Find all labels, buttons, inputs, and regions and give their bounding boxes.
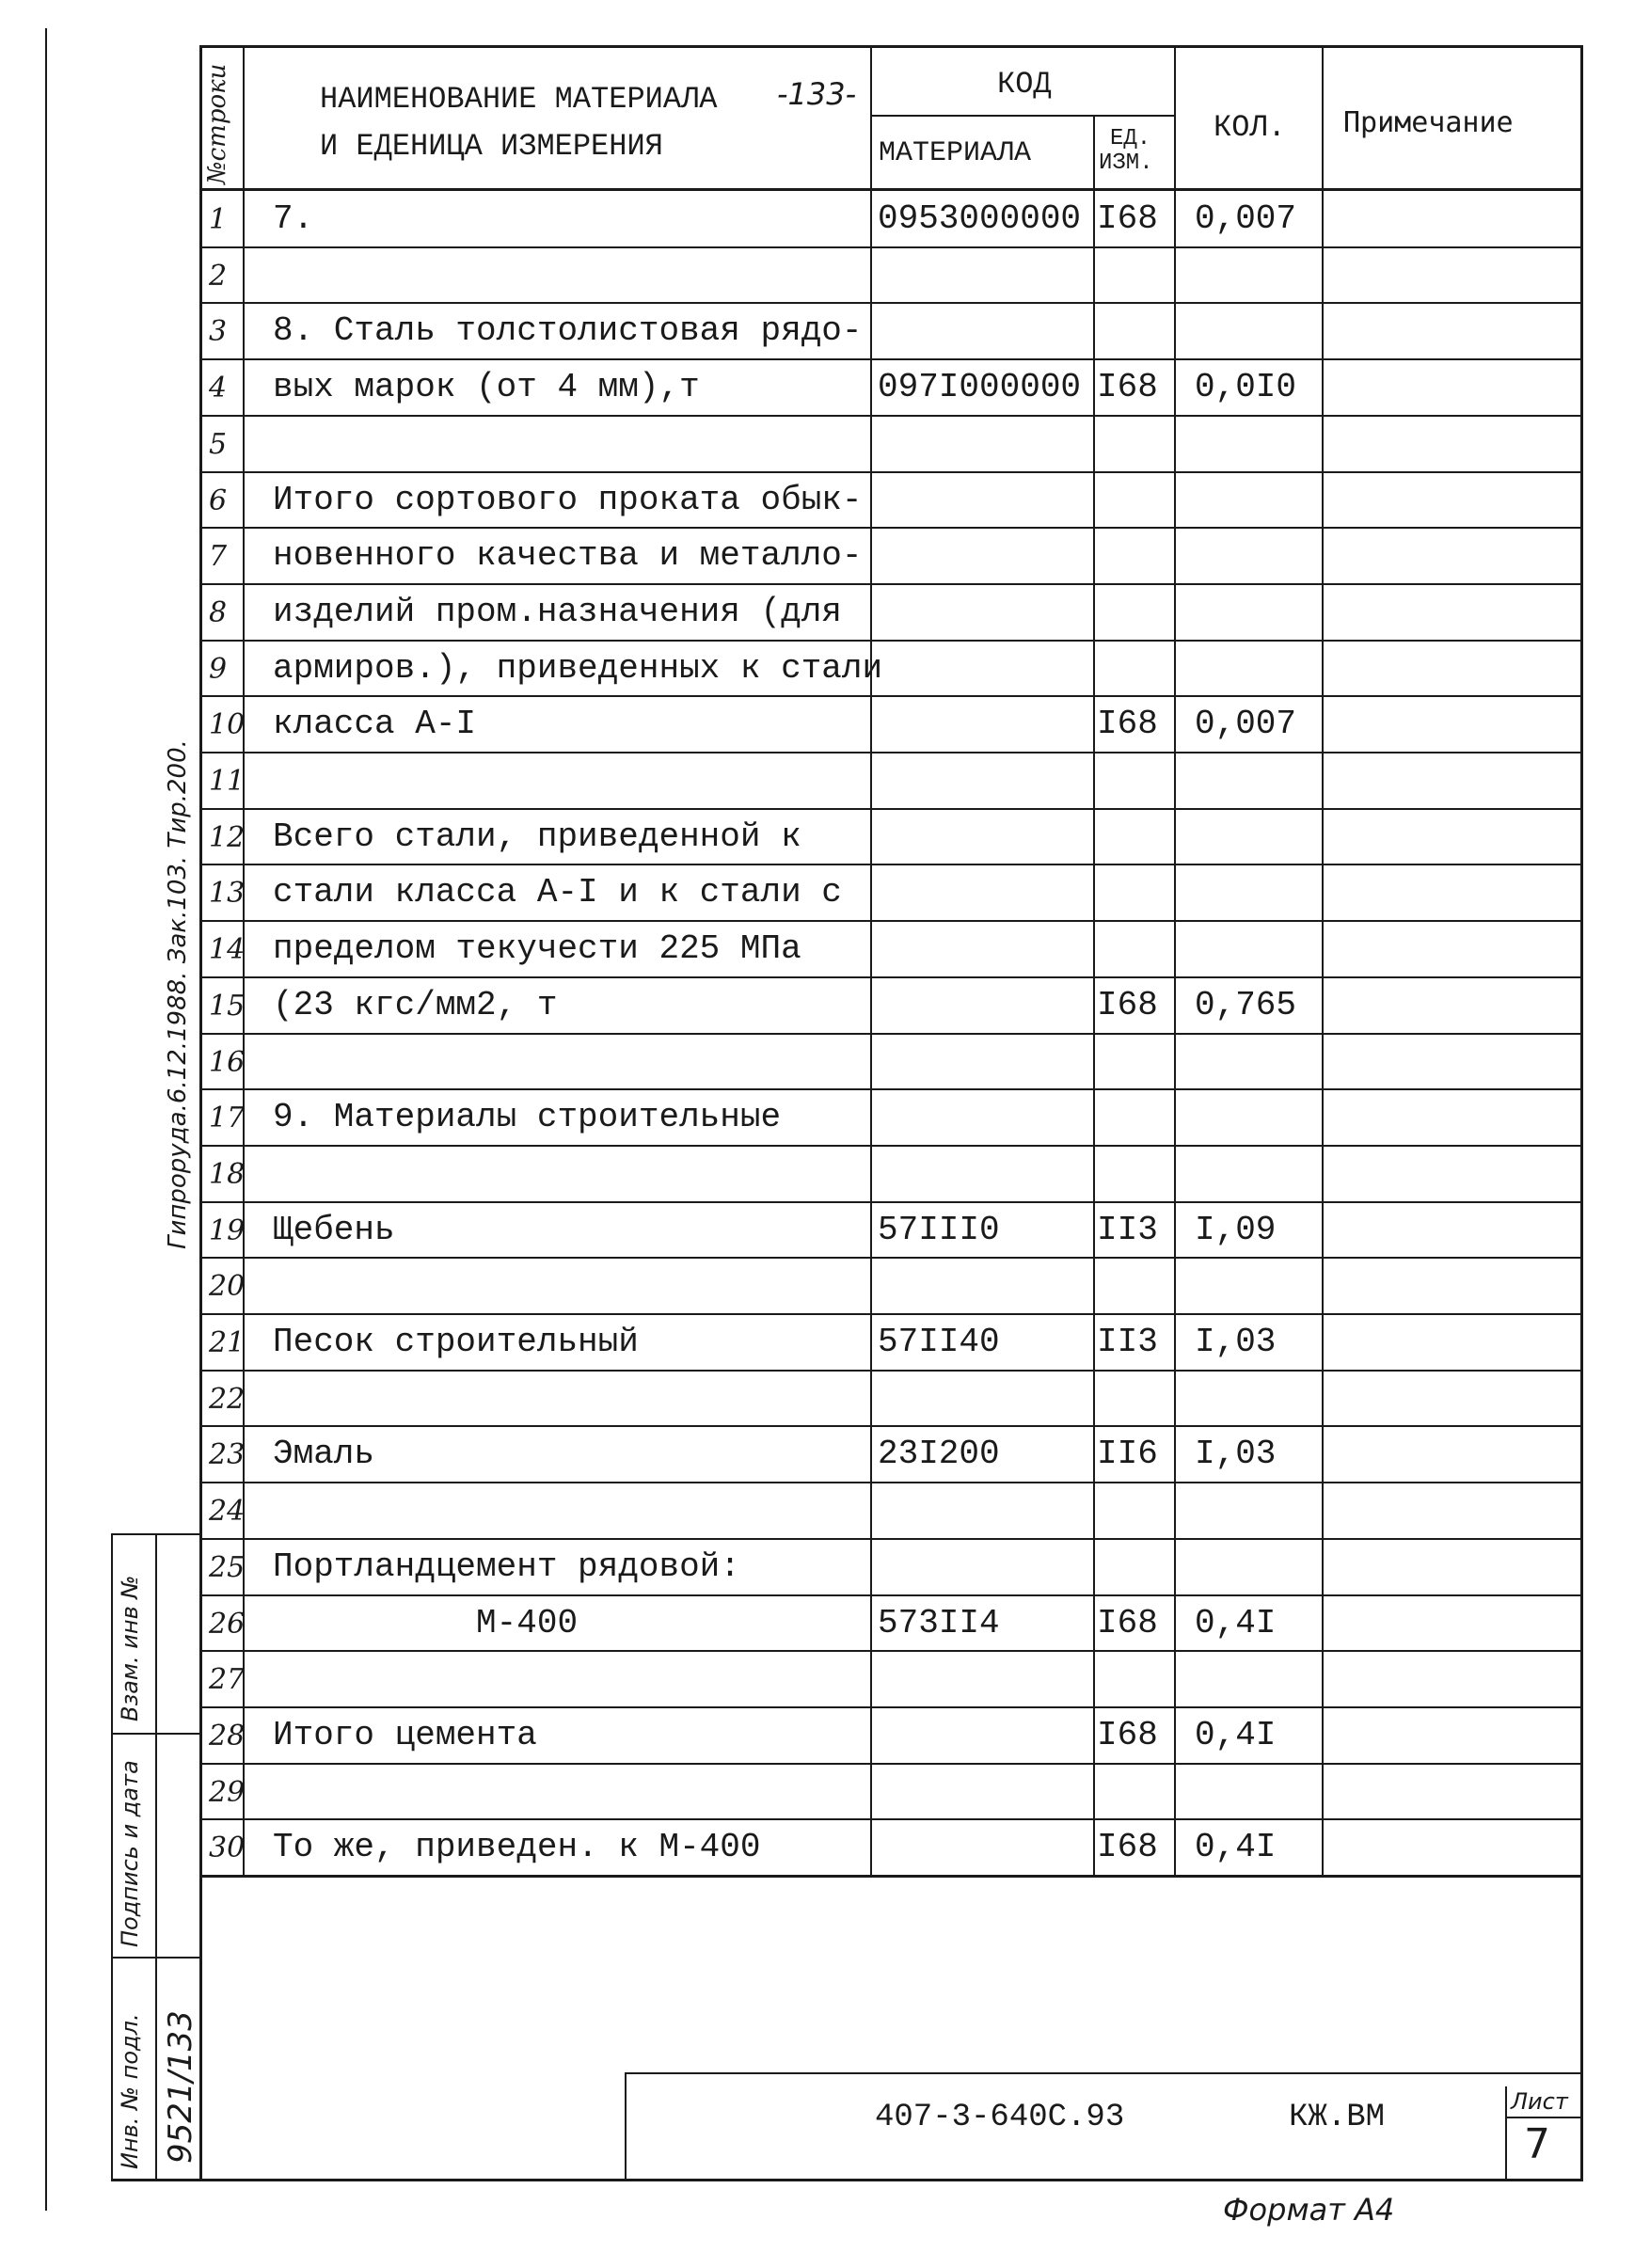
row-qty: 0,4I (1195, 1715, 1277, 1754)
row-number: 17 (209, 1102, 246, 1135)
row-number: 12 (209, 820, 246, 854)
header-unit-label-1: ЕД. (1110, 126, 1151, 151)
row-name: Всего стали, приведенной к (273, 817, 801, 856)
row-qty: 0,007 (1195, 705, 1297, 744)
sheet-number: 7 (1524, 2120, 1550, 2168)
header-note-label: Примечание (1343, 106, 1514, 139)
sign-date-label: Подпись и дата (117, 1760, 143, 1947)
row-name: М-400 (273, 1603, 579, 1642)
row-number: 22 (209, 1382, 246, 1416)
row-unit: I68 (1097, 1828, 1158, 1867)
frame-bottom (111, 2179, 1583, 2181)
row-name: класса А-I (273, 705, 477, 744)
table-row (0, 247, 1650, 304)
table-row (0, 359, 1650, 416)
table-row (0, 1651, 1650, 1707)
side-stamp: Гипроруда.6.12.1988. Зак.103. Тир.200. (164, 739, 192, 1249)
row-number: 4 (209, 372, 228, 405)
header-code-label: КОД (997, 67, 1052, 102)
table-row (0, 303, 1650, 359)
row-qty: I,09 (1195, 1210, 1277, 1249)
table-row (0, 1426, 1650, 1483)
row-qty: 0,765 (1195, 985, 1297, 1024)
row-number: 21 (209, 1326, 246, 1359)
title-block-sheet-split (1505, 2117, 1582, 2118)
table-row (0, 921, 1650, 977)
row-name: Итого сортового проката обык- (273, 480, 863, 519)
table-row (0, 191, 1650, 247)
table-row (0, 584, 1650, 641)
table-row (0, 1707, 1650, 1764)
inv-value: 9521/133 (162, 2010, 199, 2164)
row-code: 23I200 (878, 1435, 1000, 1474)
row-unit: II6 (1097, 1435, 1158, 1474)
table-row (0, 1146, 1650, 1202)
table-row (0, 1819, 1650, 1876)
left-block-outer (111, 1533, 113, 2181)
table-row (0, 1034, 1650, 1090)
title-block-sheet-left (1505, 2086, 1507, 2181)
left-block-top (111, 1533, 202, 1535)
row-number: 20 (209, 1270, 246, 1304)
format-label: Формат А4 (1223, 2192, 1395, 2228)
row-unit: I68 (1097, 1715, 1158, 1754)
row-unit: I68 (1097, 368, 1158, 407)
sheet-label: Лист (1511, 2088, 1568, 2115)
row-name: Портландцемент рядовой: (273, 1546, 740, 1586)
row-number: 23 (209, 1438, 246, 1472)
row-name: армиров.), приведенных к стали (273, 648, 883, 688)
row-code: 0953000000 (878, 199, 1082, 238)
table-row (0, 1764, 1650, 1820)
row-unit: II3 (1097, 1323, 1158, 1361)
row-number: 16 (209, 1045, 246, 1079)
row-number: 26 (209, 1607, 246, 1641)
row-name: стали класса А-I и к стали с (273, 873, 842, 912)
row-number: 3 (209, 315, 228, 349)
header-unit-label-2: ИЗМ. (1099, 151, 1153, 176)
row-name: 7. (273, 199, 314, 238)
table-row (0, 1483, 1650, 1539)
row-name: Песок строительный (273, 1323, 639, 1361)
row-number: 27 (209, 1663, 246, 1697)
row-name: пределом текучести 225 МПа (273, 929, 801, 969)
row-number: 10 (209, 708, 246, 742)
table-row (0, 1371, 1650, 1427)
row-name: 8. Сталь толстолистовая рядо- (273, 311, 863, 351)
row-number: 25 (209, 1550, 246, 1584)
row-number: 18 (209, 1157, 246, 1191)
row-number: 6 (209, 484, 228, 517)
row-number: 29 (209, 1775, 246, 1809)
row-number: 5 (209, 427, 228, 461)
doc-code: 407-3-640С.93 (875, 2100, 1125, 2135)
row-name: 9. Материалы строительные (273, 1098, 782, 1137)
row-unit: II3 (1097, 1210, 1158, 1249)
row-code: 57II40 (878, 1323, 1000, 1361)
row-number: 28 (209, 1719, 246, 1753)
row-code: 57III0 (878, 1210, 1000, 1249)
row-name: Эмаль (273, 1435, 375, 1474)
row-number: 15 (209, 989, 246, 1023)
code-split-line (870, 115, 1176, 117)
row-name: То же, приведен. к М-400 (273, 1828, 761, 1867)
header-rownum-label: №строки (203, 63, 231, 184)
table-row (0, 809, 1650, 865)
row-unit: I68 (1097, 985, 1158, 1024)
row-qty: I,03 (1195, 1435, 1277, 1474)
row-code: 573II4 (878, 1603, 1000, 1642)
row-qty: 0,007 (1195, 199, 1297, 238)
header-name-line1: НАИМЕНОВАНИЕ МАТЕРИАЛА (320, 82, 718, 117)
table-row (0, 1258, 1650, 1314)
table-row (0, 1089, 1650, 1146)
table-row (0, 1202, 1650, 1259)
table-row (0, 641, 1650, 697)
row-qty: 0,0I0 (1195, 368, 1297, 407)
left-block-mid (155, 1533, 157, 2181)
row-qty: I,03 (1195, 1323, 1277, 1361)
row-number: 11 (209, 765, 246, 798)
row-unit: I68 (1097, 705, 1158, 744)
table-row (0, 864, 1650, 921)
row-number: 8 (209, 595, 228, 629)
row-name: (23 кгс/мм2, т (273, 985, 558, 1024)
row-qty: 0,4I (1195, 1828, 1277, 1867)
row-qty: 0,4I (1195, 1603, 1277, 1642)
table-row (0, 753, 1650, 809)
row-name: изделий пром.назначения (для (273, 592, 842, 631)
row-number: 24 (209, 1495, 246, 1529)
table-row (0, 472, 1650, 529)
table-row (0, 696, 1650, 753)
row-unit: I68 (1097, 199, 1158, 238)
row-number: 9 (209, 652, 228, 686)
title-block-left (625, 2072, 627, 2181)
row-name: вых марок (от 4 мм),т (273, 368, 700, 407)
table-row (0, 1539, 1650, 1595)
title-block-top (625, 2072, 1583, 2074)
row-number: 13 (209, 877, 246, 911)
frame-top (199, 45, 1582, 48)
table-row (0, 1314, 1650, 1371)
left-block-sep2 (111, 1957, 202, 1959)
table-row (0, 977, 1650, 1034)
row-name: Щебень (273, 1210, 395, 1249)
row-code: 097I000000 (878, 368, 1082, 407)
header-name-mark: -133- (777, 76, 857, 112)
header-material-label: МАТЕРИАЛА (879, 137, 1032, 169)
table-row (0, 416, 1650, 472)
row-number: 19 (209, 1213, 246, 1247)
header-qty-label: КОЛ. (1214, 110, 1286, 145)
row-number: 14 (209, 933, 246, 967)
row-number: 2 (209, 259, 228, 293)
vzam-label: Взам. инв № (117, 1575, 143, 1721)
row-unit: I68 (1097, 1603, 1158, 1642)
inv-orig-label: Инв. № подл. (117, 2013, 143, 2169)
table-row (0, 528, 1650, 584)
left-block-sep1 (111, 1733, 202, 1735)
table-row (0, 1595, 1650, 1652)
row-number: 1 (209, 203, 228, 236)
header-name-line2: И ЕДЕНИЦА ИЗМЕРЕНИЯ (320, 129, 663, 164)
row-name: Итого цемента (273, 1715, 537, 1754)
row-name: новенного качества и металло- (273, 536, 863, 576)
row-number: 30 (209, 1832, 246, 1865)
doc-mark: КЖ.ВМ (1289, 2100, 1386, 2135)
row-number: 7 (209, 540, 228, 574)
